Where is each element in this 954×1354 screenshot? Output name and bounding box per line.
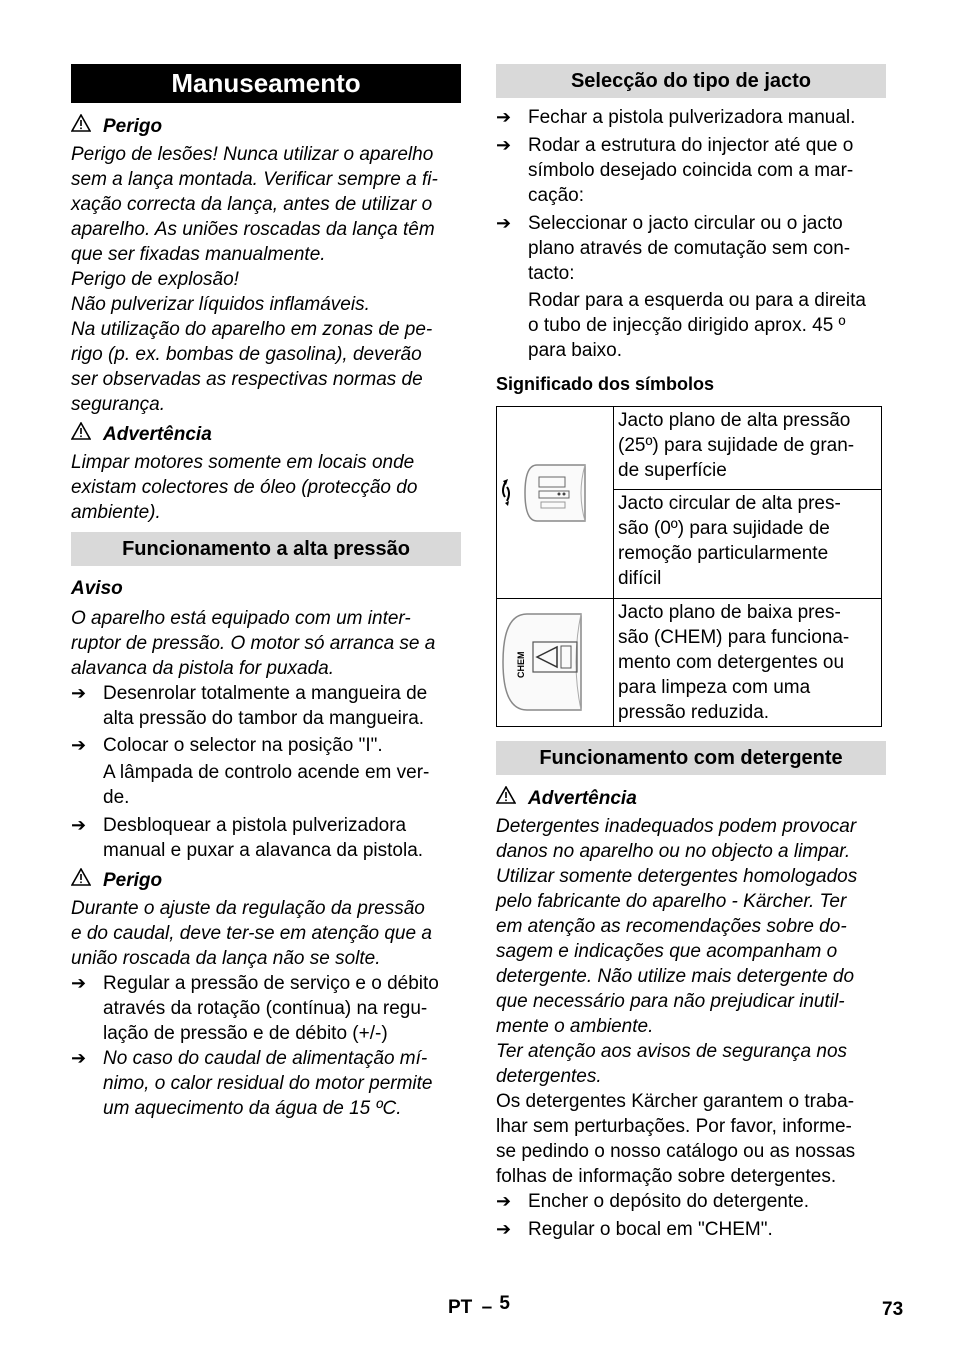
text-line: difícil — [618, 567, 662, 589]
warning-label: Advertência — [103, 423, 212, 445]
arrow-right-icon: ➔ — [496, 1191, 512, 1211]
instruction-step — [71, 971, 461, 1046]
text-line: sem a lança montada. Verificar sempre a fi- — [71, 169, 438, 190]
footer-section-marker — [448, 1293, 510, 1319]
symbol-description — [614, 489, 882, 598]
text-line: ambiente). — [71, 502, 161, 523]
text-line: pressão reduzida. — [618, 702, 770, 723]
text-line: Desbloquear a pistola pulverizadora — [103, 815, 407, 836]
danger-text-2 — [71, 896, 461, 971]
danger-notice-2 — [71, 867, 461, 893]
instruction-step — [496, 211, 886, 286]
text-line: cação: — [528, 185, 584, 206]
text-line: que necessário para não prejudicar inutil- — [496, 991, 845, 1012]
text-line: Colocar o selector na posição "I". — [103, 735, 383, 756]
section-heading: Selecção do tipo de jacto — [496, 64, 886, 98]
step-note — [496, 288, 886, 363]
warning-notice — [496, 785, 886, 811]
text-line: Regular a pressão de serviço e o débito — [103, 973, 439, 994]
warning-triangle-icon — [496, 786, 518, 811]
text-line: Encher o depósito do detergente. — [528, 1191, 809, 1212]
text-line: plano através de comutação sem con- — [528, 238, 851, 259]
instruction-step — [496, 133, 886, 208]
notice-label: Aviso — [71, 578, 123, 599]
text-line: Rodar para a esquerda ou para a direita — [528, 290, 867, 311]
text-line: para baixo. — [528, 340, 623, 361]
symbol-description — [614, 599, 882, 727]
text-line: Seleccionar o jacto circular ou o jacto — [528, 213, 843, 234]
text-line: Ter atenção aos avisos de segurança nos — [496, 1041, 848, 1062]
text-line: ser observadas as respectivas normas de — [71, 369, 423, 390]
danger-label: Perigo — [103, 115, 163, 137]
nozzle-high-pressure-image — [497, 407, 614, 599]
text-line: através da rotação (contínua) na regu- — [103, 998, 428, 1019]
arrow-right-icon: ➔ — [71, 973, 87, 993]
text-line: rigo (p. ex. bombas de gasolina), deverão — [71, 344, 422, 365]
page-title: Manuseamento — [71, 64, 461, 103]
warning-text — [496, 814, 886, 1089]
nozzle-chem-image — [497, 599, 614, 727]
instruction-step — [496, 105, 886, 130]
symbols-heading: Significado dos símbolos — [496, 374, 715, 394]
text-line: aparelho. As uniões roscadas da lança têm — [71, 219, 435, 240]
text-line: Limpar motores somente em locais onde — [71, 452, 415, 473]
text-line: detergentes. — [496, 1066, 602, 1087]
danger-notice-1 — [71, 113, 461, 139]
warning-triangle-icon — [71, 422, 93, 447]
arrow-right-icon: ➔ — [71, 1048, 87, 1068]
text-line: ruptor de pressão. O motor só arranca se a — [71, 633, 436, 654]
text-line: Utilizar somente detergentes homologados — [496, 866, 858, 887]
text-line: lhar sem perturbações. Por favor, informe- — [496, 1116, 852, 1137]
nozzle-rotate-icon — [497, 407, 613, 591]
chem-label: CHEM — [516, 651, 526, 678]
text-line: se pedindo o nosso catálogo ou as nossas — [496, 1141, 856, 1162]
footer-dash: – — [481, 1297, 493, 1318]
text-line: Durante o ajuste da regulação da pressão — [71, 898, 425, 919]
warning-text — [71, 450, 461, 525]
danger-text-1 — [71, 142, 461, 417]
text-line: alta pressão do tambor da mangueira. — [103, 708, 425, 729]
text-line: e do caudal, deve ter-se em atenção que a — [71, 923, 432, 944]
section-page-number: 5 — [499, 1293, 510, 1314]
instruction-step — [71, 733, 461, 758]
warning-triangle-icon — [71, 114, 93, 139]
text-line: de superfície — [618, 460, 727, 481]
text-line: união roscada da lança não se solte. — [71, 948, 381, 969]
text-line: símbolo desejado coincida com a mar- — [528, 160, 854, 181]
text-line: Jacto circular de alta pres- — [618, 492, 841, 514]
instruction-step — [496, 1217, 886, 1242]
text-line: Perigo de explosão! — [71, 269, 239, 290]
text-line: lação de pressão e de débito (+/-) — [103, 1023, 388, 1044]
text-line: Perigo de lesões! Nunca utilizar o aparelho — [71, 144, 434, 165]
warning-label: Advertência — [528, 787, 637, 809]
info-text — [496, 1089, 886, 1189]
text-line: segurança. — [71, 394, 166, 415]
language-code: PT — [448, 1297, 473, 1318]
instruction-step — [71, 1046, 461, 1121]
text-line: são (0º) para sujidade de — [618, 517, 830, 539]
text-line: Desenrolar totalmente a mangueira de — [103, 683, 428, 704]
arrow-right-icon: ➔ — [496, 1219, 512, 1239]
text-line: em atenção as recomendações sobre do- — [496, 916, 847, 937]
text-line: alavanca da pistola for puxada. — [71, 658, 335, 679]
section-heading: Funcionamento com detergente — [496, 741, 886, 775]
page-number: 73 — [882, 1299, 904, 1320]
text-line: detergente. Não utilize mais detergente do — [496, 966, 855, 987]
arrow-right-icon: ➔ — [71, 735, 87, 755]
text-line: sagem e indicações que acompanham o — [496, 941, 838, 962]
arrow-right-icon: ➔ — [496, 213, 512, 233]
text-line: remoção particularmente — [618, 542, 829, 564]
instruction-step — [71, 681, 461, 731]
instruction-step — [71, 813, 461, 863]
text-line: nimo, o calor residual do motor permite — [103, 1073, 433, 1094]
text-line: de. — [103, 787, 130, 808]
text-line: Detergentes inadequados podem provocar — [496, 816, 857, 837]
notice-text — [71, 606, 461, 681]
warning-notice — [71, 421, 461, 447]
text-line: A lâmpada de controlo acende em ver- — [103, 762, 430, 783]
text-line: mente o ambiente. — [496, 1016, 654, 1037]
text-line: que ser fixadas manualmente. — [71, 244, 326, 265]
text-line: (25º) para sujidade de gran- — [618, 435, 855, 456]
left-column — [71, 64, 461, 1121]
arrow-right-icon: ➔ — [71, 815, 87, 835]
text-line: Regular o bocal em "CHEM". — [528, 1219, 773, 1240]
symbols-table — [496, 406, 882, 727]
text-line: o tubo de injecção dirigido aprox. 45 º — [528, 315, 846, 336]
section-heading: Funcionamento a alta pressão — [71, 532, 461, 566]
step-note — [71, 760, 461, 810]
table-row — [497, 407, 882, 490]
text-line: pelo fabricante do aparelho - Kärcher. Ter — [496, 891, 847, 912]
text-line: Os detergentes Kärcher garantem o traba- — [496, 1091, 855, 1112]
text-line: Na utilização do aparelho em zonas de pe- — [71, 319, 433, 340]
text-line: um aquecimento da água de 15 ºC. — [103, 1098, 402, 1119]
arrow-right-icon: ➔ — [496, 135, 512, 155]
text-line: Jacto plano de baixa pres- — [618, 602, 841, 623]
text-line: xação correcta da lança, antes de utilizar o — [71, 194, 433, 215]
table-row — [497, 599, 882, 727]
text-line: existam colectores de óleo (protecção do — [71, 477, 418, 498]
arrow-right-icon: ➔ — [71, 683, 87, 703]
text-line: No caso do caudal de alimentação mí- — [103, 1048, 428, 1069]
warning-triangle-icon — [71, 868, 93, 893]
instruction-step — [496, 1189, 886, 1214]
text-line: são (CHEM) para funciona- — [618, 627, 850, 648]
text-line: O aparelho está equipado com um inter- — [71, 608, 411, 629]
text-line: para limpeza com uma — [618, 677, 811, 698]
right-column — [496, 64, 886, 1242]
text-line: Jacto plano de alta pressão — [618, 410, 851, 431]
text-line: danos no aparelho ou no objecto a limpar. — [496, 841, 851, 862]
arrow-right-icon: ➔ — [496, 107, 512, 127]
text-line: Rodar a estrutura do injector até que o — [528, 135, 854, 156]
text-line: folhas de informação sobre detergentes. — [496, 1166, 837, 1187]
text-line: Não pulverizar líquidos inflamáveis. — [71, 294, 370, 315]
danger-label: Perigo — [103, 869, 163, 891]
text-line: mento com detergentes ou — [618, 652, 845, 673]
text-line: manual e puxar a alavanca da pistola. — [103, 840, 424, 861]
text-line: tacto: — [528, 263, 575, 284]
text-line: Fechar a pistola pulverizadora manual. — [528, 107, 856, 128]
symbol-description — [614, 407, 882, 490]
